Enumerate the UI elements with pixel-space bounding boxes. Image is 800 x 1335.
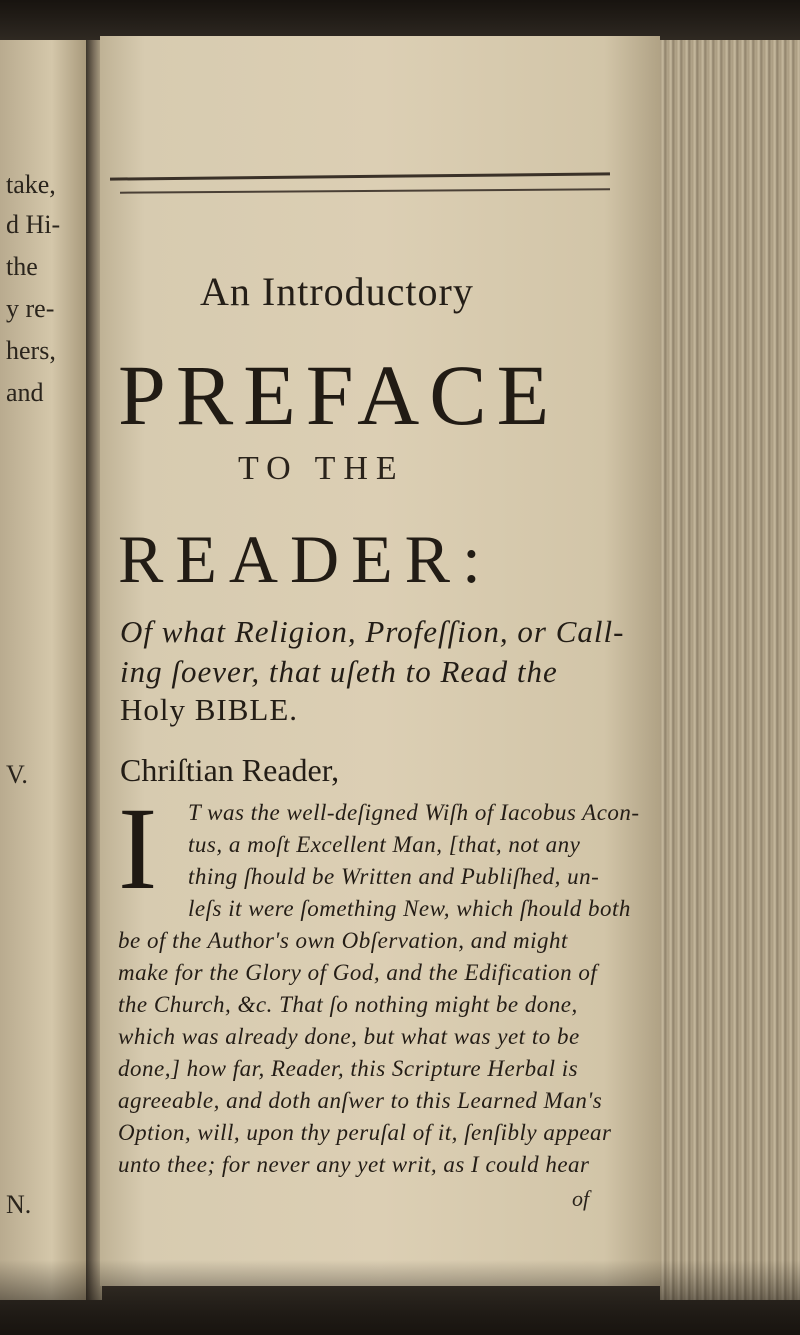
heading-reader: READER: (118, 521, 493, 597)
left-fragment: y re- (6, 294, 55, 323)
left-fragment: d Hi- (6, 210, 61, 239)
body-line: make for the Glory of God, and the Edification of (118, 960, 598, 985)
subtitle-line: Holy BIBLE. (120, 692, 299, 727)
subtitle-line: ing ſoever, that uſeth to Read the (120, 654, 558, 689)
heading-to-the: TO THE (238, 450, 405, 487)
left-fragment: hers, (6, 336, 56, 365)
left-fragment: V. (6, 760, 28, 789)
body-line: leſs it were ſomething New, which ſhould both (188, 896, 631, 921)
heading-title: PREFACE (118, 347, 560, 443)
subtitle-line: Of what Religion, Profeſſion, or Call- (120, 614, 625, 649)
body-line: unto thee; for never any yet writ, as I could hear (118, 1152, 590, 1177)
left-fragment: N. (6, 1190, 32, 1219)
catchword: of (572, 1186, 590, 1211)
greeting: Chriſtian Reader, (120, 752, 340, 788)
left-fragment: take, (6, 170, 56, 199)
body-line: done,] how far, Reader, this Scripture Herbal is (118, 1056, 579, 1081)
body-line: thing ſhould be Written and Publiſhed, un- (188, 864, 600, 889)
body-line: be of the Author's own Obſervation, and might (118, 928, 568, 953)
body-line: agreeable, and doth anſwer to this Learned Man's (118, 1088, 603, 1113)
page-edges (660, 40, 800, 1300)
body-line: tus, a moſt Excellent Man, [that, not any (188, 832, 581, 857)
left-fragment: and (6, 378, 44, 407)
body-line: Option, will, upon thy peruſal of it, ſenſibly appear (118, 1120, 612, 1145)
left-facing-page (0, 40, 88, 1300)
bottom-shadow (0, 1260, 800, 1335)
heading-intro: An Introductory (200, 269, 474, 314)
body-line: which was already done, but what was yet to be (118, 1024, 580, 1049)
body-line: the Church, &c. That ſo nothing might be done, (118, 992, 578, 1017)
body-line: T was the well-deſigned Wiſh of Iacobus Acon- (188, 800, 640, 825)
left-fragment: the (6, 252, 38, 281)
drop-cap: I (118, 783, 158, 914)
